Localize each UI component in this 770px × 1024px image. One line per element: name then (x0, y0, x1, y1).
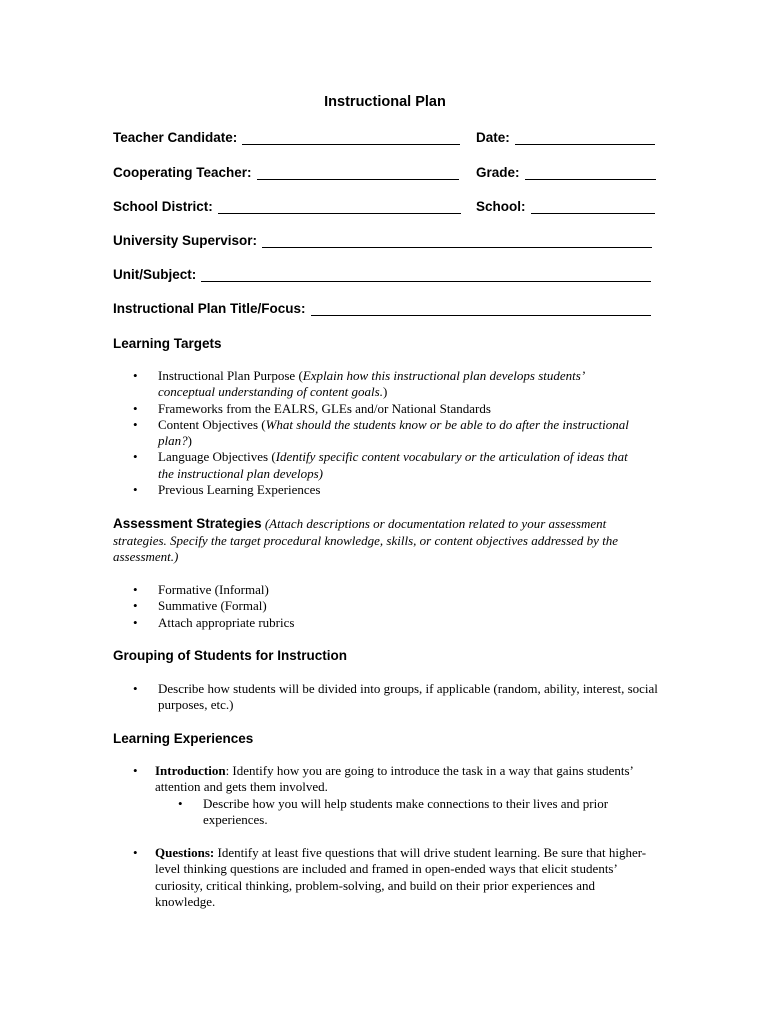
bullet-icon: • (133, 416, 138, 432)
learning-targets-heading: Learning Targets (113, 336, 222, 351)
unit-subject-blank[interactable] (201, 269, 651, 282)
school-label: School: (476, 199, 526, 214)
assessment-strategies-block (113, 516, 658, 566)
unit-subject-label: Unit/Subject: (113, 267, 197, 282)
date-field[interactable] (476, 130, 655, 145)
page-title: Instructional Plan (324, 94, 446, 110)
list-item: • Formative (Informal) (133, 582, 269, 597)
bullet-icon: • (178, 796, 183, 811)
assessment-strategies-description: (Attach descriptions or documentation related to your assessment strategies. Specify the target procedural knowledge, skills, or content objectives addressed by the assessment.) (113, 516, 619, 564)
cooperating-teacher-blank[interactable] (257, 167, 459, 180)
date-label: Date: (476, 130, 510, 145)
assessment-strategies-heading: Assessment Strategies (113, 516, 262, 531)
list-item: • Attach appropriate rubrics (133, 614, 295, 630)
cooperating-teacher-field[interactable] (113, 165, 459, 180)
school-field[interactable] (476, 199, 655, 214)
list-item: • Language Objectives (Identify specific content vocabulary or the articulation of ideas that the instructional plan develops) (133, 449, 628, 481)
plan-title-focus-label: Instructional Plan Title/Focus: (113, 301, 306, 316)
school-district-blank[interactable] (218, 201, 461, 214)
learning-targets-list (113, 368, 633, 498)
date-blank[interactable] (515, 132, 655, 145)
grade-blank[interactable] (525, 167, 656, 180)
school-blank[interactable] (531, 201, 655, 214)
teacher-candidate-label: Teacher Candidate: (113, 130, 238, 145)
cooperating-teacher-label: Cooperating Teacher: (113, 165, 252, 180)
assessment-list (113, 582, 633, 631)
list-item: • Frameworks from the EALRS, GLEs and/or National Standards (133, 400, 491, 416)
list-item: • Describe how students will be divided into groups, if applicable (random, ability, interest, social purposes, etc.) (133, 681, 658, 713)
unit-subject-field[interactable] (113, 267, 651, 282)
list-item: • Instructional Plan Purpose (Explain how this instructional plan develops students’ conceptual understanding of content goals.) (133, 368, 584, 400)
university-supervisor-field[interactable] (113, 233, 652, 248)
bullet-icon: • (133, 368, 138, 383)
school-district-field[interactable] (113, 199, 461, 214)
teacher-candidate-field[interactable] (113, 130, 460, 145)
list-item: • Introduction: Identify how you are going to introduce the task in a way that gains students’ attention and gets them involved. (133, 763, 633, 795)
grouping-heading: Grouping of Students for Instruction (113, 648, 347, 663)
grade-field[interactable] (476, 165, 656, 180)
bullet-icon: • (133, 763, 138, 778)
list-item: • Summative (Formal) (133, 598, 267, 614)
grouping-list (113, 681, 661, 714)
learning-experiences-heading: Learning Experiences (113, 731, 254, 746)
questions-list (113, 845, 658, 910)
plan-title-focus-field[interactable] (113, 301, 651, 316)
introduction-sublist (158, 796, 638, 829)
university-supervisor-blank[interactable] (262, 235, 652, 248)
bullet-icon: • (133, 482, 138, 498)
learning-experiences-list (113, 763, 633, 796)
list-item: • Content Objectives (What should the students know or be able to do after the instructional plan?) (133, 416, 629, 449)
introduction-label: Introduction (155, 763, 226, 778)
teacher-candidate-blank[interactable] (242, 132, 460, 145)
list-item: • Questions: Identify at least five questions that will drive student learning. Be sure that higher-level thinking questions are included and framed in open-ended ways that elicit students’ curiosity, critical thinking, problem-solving, and build on their prior experiences and knowledge. (133, 845, 647, 909)
bullet-icon: • (133, 400, 138, 416)
school-district-label: School District: (113, 199, 213, 214)
plan-title-focus-blank[interactable] (311, 303, 651, 316)
list-item: • Describe how you will help students make connections to their lives and prior experiences. (178, 796, 609, 828)
university-supervisor-label: University Supervisor: (113, 233, 258, 248)
questions-label: Questions: (155, 845, 215, 860)
grade-label: Grade: (476, 165, 520, 180)
bullet-icon: • (133, 449, 138, 465)
bullet-icon: • (133, 681, 138, 696)
bullet-icon: • (133, 598, 138, 614)
bullet-icon: • (133, 582, 138, 597)
bullet-icon: • (133, 845, 138, 860)
bullet-icon: • (133, 614, 138, 630)
list-item: • Previous Learning Experiences (133, 482, 321, 498)
